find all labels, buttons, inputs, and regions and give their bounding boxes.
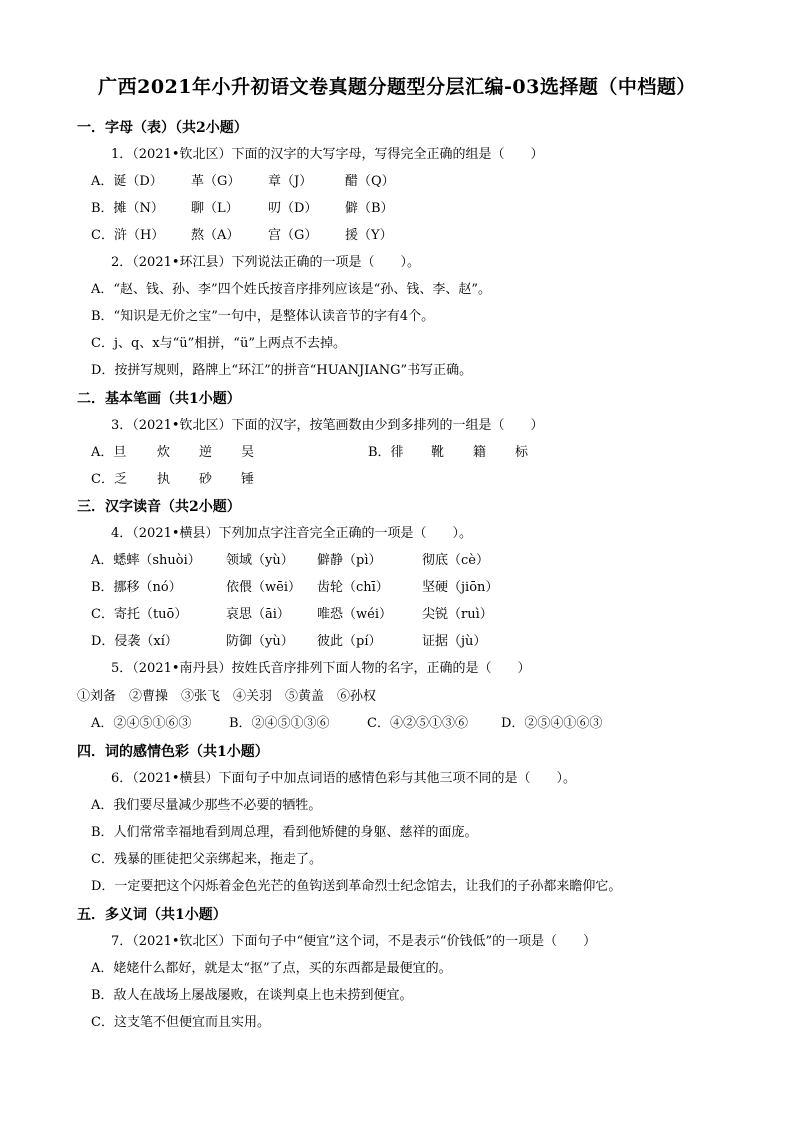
q3-option-b-char2: 靴	[431, 445, 445, 460]
q1-option-a-char3: 章（J）	[268, 174, 313, 189]
q4-option-b-word2: 依偎（wēi）	[226, 580, 301, 595]
q3-option-b-char4: 标	[515, 445, 529, 460]
q6-option-b: B．人们常常幸福地看到周总理，看到他矫健的身躯、慈祥的面庞。	[91, 825, 478, 840]
q7-option-c: C．这支笔不但便宜而且实用。	[91, 1015, 270, 1030]
q4-option-b-word1: B．挪移（nó）	[91, 580, 182, 595]
q2-option-a: A．“赵、钱、孙、李”四个姓氏按音序排列应该是“孙、钱、李、赵”。	[91, 282, 491, 297]
q4-option-a-word2: 领域（yù）	[226, 553, 294, 568]
q1-option-c-char2: 熬（A）	[191, 228, 240, 243]
q3-option-a-char2: 炊	[157, 445, 171, 460]
q4-option-b-word4: 坚硬（jiōn）	[422, 580, 499, 595]
q3-option-a-char3: 逆	[199, 445, 213, 460]
q1-option-c-char4: 援（Y）	[345, 228, 393, 243]
section-heading-4: 四．词的感情色彩（共1小题）	[77, 744, 269, 760]
q4-option-a-word3: 僻静（pì）	[317, 553, 382, 568]
question-1-stem: 1．（2021•钦北区）下面的汉字的大写字母，写得完全正确的组是（ ）	[111, 147, 544, 162]
q4-option-c-word1: C．寄托（tuō）	[91, 607, 188, 622]
q3-option-b-char3: 籍	[473, 445, 487, 460]
q2-option-b: B．“知识是无价之宝”一句中，是整体认读音节的字有4个。	[91, 309, 435, 324]
q4-option-d-word4: 证据（jù）	[422, 634, 487, 649]
question-7-stem: 7．（2021•钦北区）下面句子中“便宜”这个词，不是表示“价钱低”的一项是（ ）	[111, 934, 597, 949]
q1-option-b-char2: 聊（L）	[191, 201, 239, 216]
q4-option-d-word1: D．侵袭（xí）	[91, 634, 178, 649]
q3-option-c-char1: C．乏	[91, 472, 127, 487]
q6-option-c: C．残暴的匪徒把父亲绑起来，拖走了。	[91, 852, 322, 867]
section-heading-2: 二．基本笔画（共1小题）	[77, 391, 241, 407]
q4-option-a-word1: A．蟋蟀（shuòi）	[91, 553, 201, 568]
q1-option-a-char1: A．诞（D）	[91, 174, 163, 189]
q6-option-d: D．一定要把这个闪烁着金色光芒的鱼钩送到革命烈士纪念馆去，让我们的子孙都来瞻仰它。	[91, 879, 622, 894]
q1-option-a-char2: 革（G）	[191, 174, 241, 189]
q5-option-a: A．②④⑤①⑥③	[91, 716, 192, 731]
q6-option-a: A．我们要尽量减少那些不必要的牺牲。	[91, 798, 322, 813]
page-title: 广西2021年小升初语文卷真题分题型分层汇编-03选择题（中档题）	[98, 76, 696, 98]
q3-option-b-char1: B．徘	[368, 445, 404, 460]
q7-option-b: B．敌人在战场上屡战屡败，在谈判桌上也未捞到便宜。	[91, 988, 413, 1003]
q3-option-c-char2: 执	[157, 472, 171, 487]
q4-option-c-word2: 哀思（āi）	[226, 607, 290, 622]
q4-option-a-word4: 彻底（cè）	[422, 553, 489, 568]
q1-option-a-char4: 醋（Q）	[345, 174, 395, 189]
q7-option-a: A．姥姥什么都好，就是太“抠”了点，买的东西都是最便宜的。	[91, 961, 452, 976]
q4-option-d-word3: 彼此（pí）	[317, 634, 382, 649]
section-heading-5: 五．多义词（共1小题）	[77, 907, 227, 923]
question-4-stem: 4．（2021•横县）下列加点字注音完全正确的一项是（ ）。	[111, 526, 473, 541]
q4-option-c-word3: 唯恐（wéi）	[317, 607, 392, 622]
q5-option-c: C．④②⑤①③⑥	[367, 716, 468, 731]
section-heading-3: 三．汉字读音（共2小题）	[77, 499, 241, 515]
q3-option-a-char1: A．旦	[91, 445, 127, 460]
q1-option-c-char1: C．浒（H）	[91, 228, 165, 243]
q1-option-b-char1: B．摊（N）	[91, 201, 164, 216]
question-6-stem: 6．（2021•横县）下面句子中加点词语的感情色彩与其他三项不同的是（ ）。	[111, 771, 577, 786]
q3-option-a-char4: 吴	[241, 445, 255, 460]
question-3-stem: 3．（2021•钦北区）下面的汉字，按笔画数由少到多排列的一组是（ ）	[111, 418, 544, 433]
q1-option-b-char4: 僻（B）	[345, 201, 394, 216]
q2-option-d: D．按拼写规则，路牌上“环江”的拼音“HUANJIANG”书写正确。	[91, 363, 473, 378]
q2-option-c: C．j、q、x与“ü”相拼，“ü”上两点不去掉。	[91, 336, 346, 351]
q1-option-b-char3: 叨（D）	[268, 201, 318, 216]
q4-option-c-word4: 尖锐（ruì）	[422, 607, 493, 622]
q1-option-c-char3: 宫（G）	[268, 228, 318, 243]
q4-option-b-word3: 齿轮（chī）	[317, 580, 389, 595]
q3-option-c-char4: 锤	[241, 472, 255, 487]
q5-names-list: ①刘备 ②曹操 ③张飞 ④关羽 ⑤黄盖 ⑥孙权	[77, 689, 377, 704]
q5-option-d: D．②⑤④①⑥③	[501, 716, 603, 731]
question-5-stem: 5．（2021•南丹县）按姓氏音序排列下面人物的名字，正确的是（ ）	[111, 661, 531, 676]
section-heading-1: 一．字母（表）（共2小题）	[77, 120, 248, 136]
q3-option-c-char3: 砂	[199, 472, 213, 487]
q5-option-b: B．②④⑤①③⑥	[229, 716, 330, 731]
question-2-stem: 2．（2021•环江县）下列说法正确的一项是（ ）。	[111, 255, 421, 270]
q4-option-d-word2: 防御（yù）	[226, 634, 294, 649]
